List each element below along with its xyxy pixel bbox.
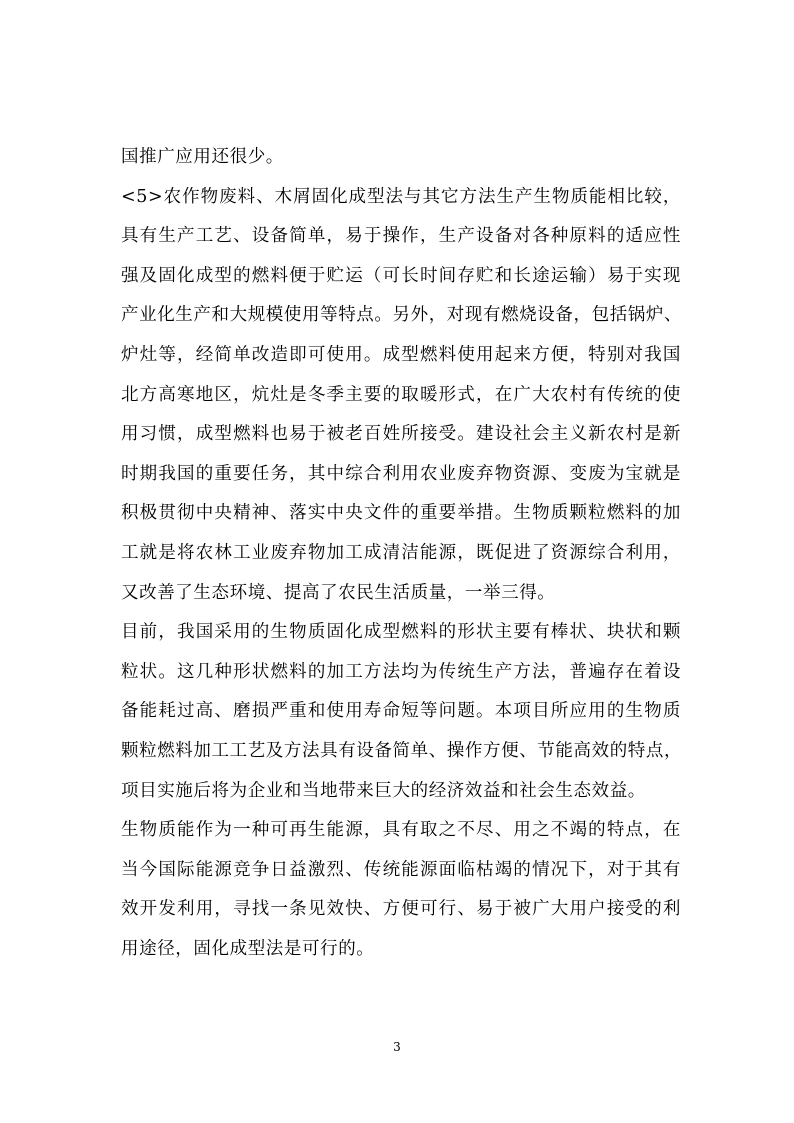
text-line: 产业化生产和大规模使用等特点。另外，对现有燃烧设备，包括锅炉、 (121, 305, 683, 326)
text-line: 强及固化成型的燃料便于贮运（可长时间存贮和长途运输）易于实现 (121, 265, 681, 286)
text-line: 北方高寒地区，炕灶是冬季主要的取暖形式，在广大农村有传统的使 (121, 384, 681, 405)
text-line: <5>农作物废料、木屑固化成型法与其它方法生产生物质能相比较， (121, 186, 681, 207)
text-line: 效开发利用，寻找一条见效快、方便可行、易于被广大用户接受的利 (121, 899, 681, 920)
text-line: 国推广应用还很少。 (121, 147, 284, 167)
text-line: 具有生产工艺、设备简单，易于操作，生产设备对各种原料的适应性 (121, 226, 681, 247)
text-line: 当今国际能源竞争日益激烈、传统能源面临枯竭的情况下，对于其有 (121, 859, 681, 880)
text-line: 工就是将农林工业废弃物加工成清洁能源，既促进了资源综合利用， (121, 542, 681, 563)
text-line: 项目实施后将为企业和当地带来巨大的经济效益和社会生态效益。 (121, 780, 646, 801)
text-line: 生物质能作为一种可再生能源，具有取之不尽、用之不竭的特点，在 (121, 820, 681, 841)
text-line: 积极贯彻中央精神、落实中央文件的重要举措。生物质颗粒燃料的加 (121, 503, 681, 524)
text-line: 目前，我国采用的生物质固化成型燃料的形状主要有棒状、块状和颗 (121, 622, 681, 643)
page-number: 3 (393, 1040, 401, 1054)
text-line: 备能耗过高、磨损严重和使用寿命短等问题。本项目所应用的生物质 (121, 701, 681, 722)
text-line: 颗粒燃料加工工艺及方法具有设备简单、操作方便、节能高效的特点， (121, 740, 683, 761)
text-line: 用习惯，成型燃料也易于被老百姓所接受。建设社会主义新农村是新 (121, 424, 681, 445)
text-line: 粒状。这几种形状燃料的加工方法均为传统生产方法，普遍存在着设 (121, 661, 681, 682)
text-line: 又改善了生态环境、提高了农民生活质量，一举三得。 (121, 582, 556, 603)
text-line: 炉灶等，经简单改造即可使用。成型燃料使用起来方便，特别对我国 (121, 344, 681, 365)
text-line: 用途径，固化成型法是可行的。 (121, 938, 375, 959)
text-line: 时期我国的重要任务，其中综合利用农业废弃物资源、变废为宝就是 (121, 463, 681, 484)
body-text (121, 138, 681, 969)
